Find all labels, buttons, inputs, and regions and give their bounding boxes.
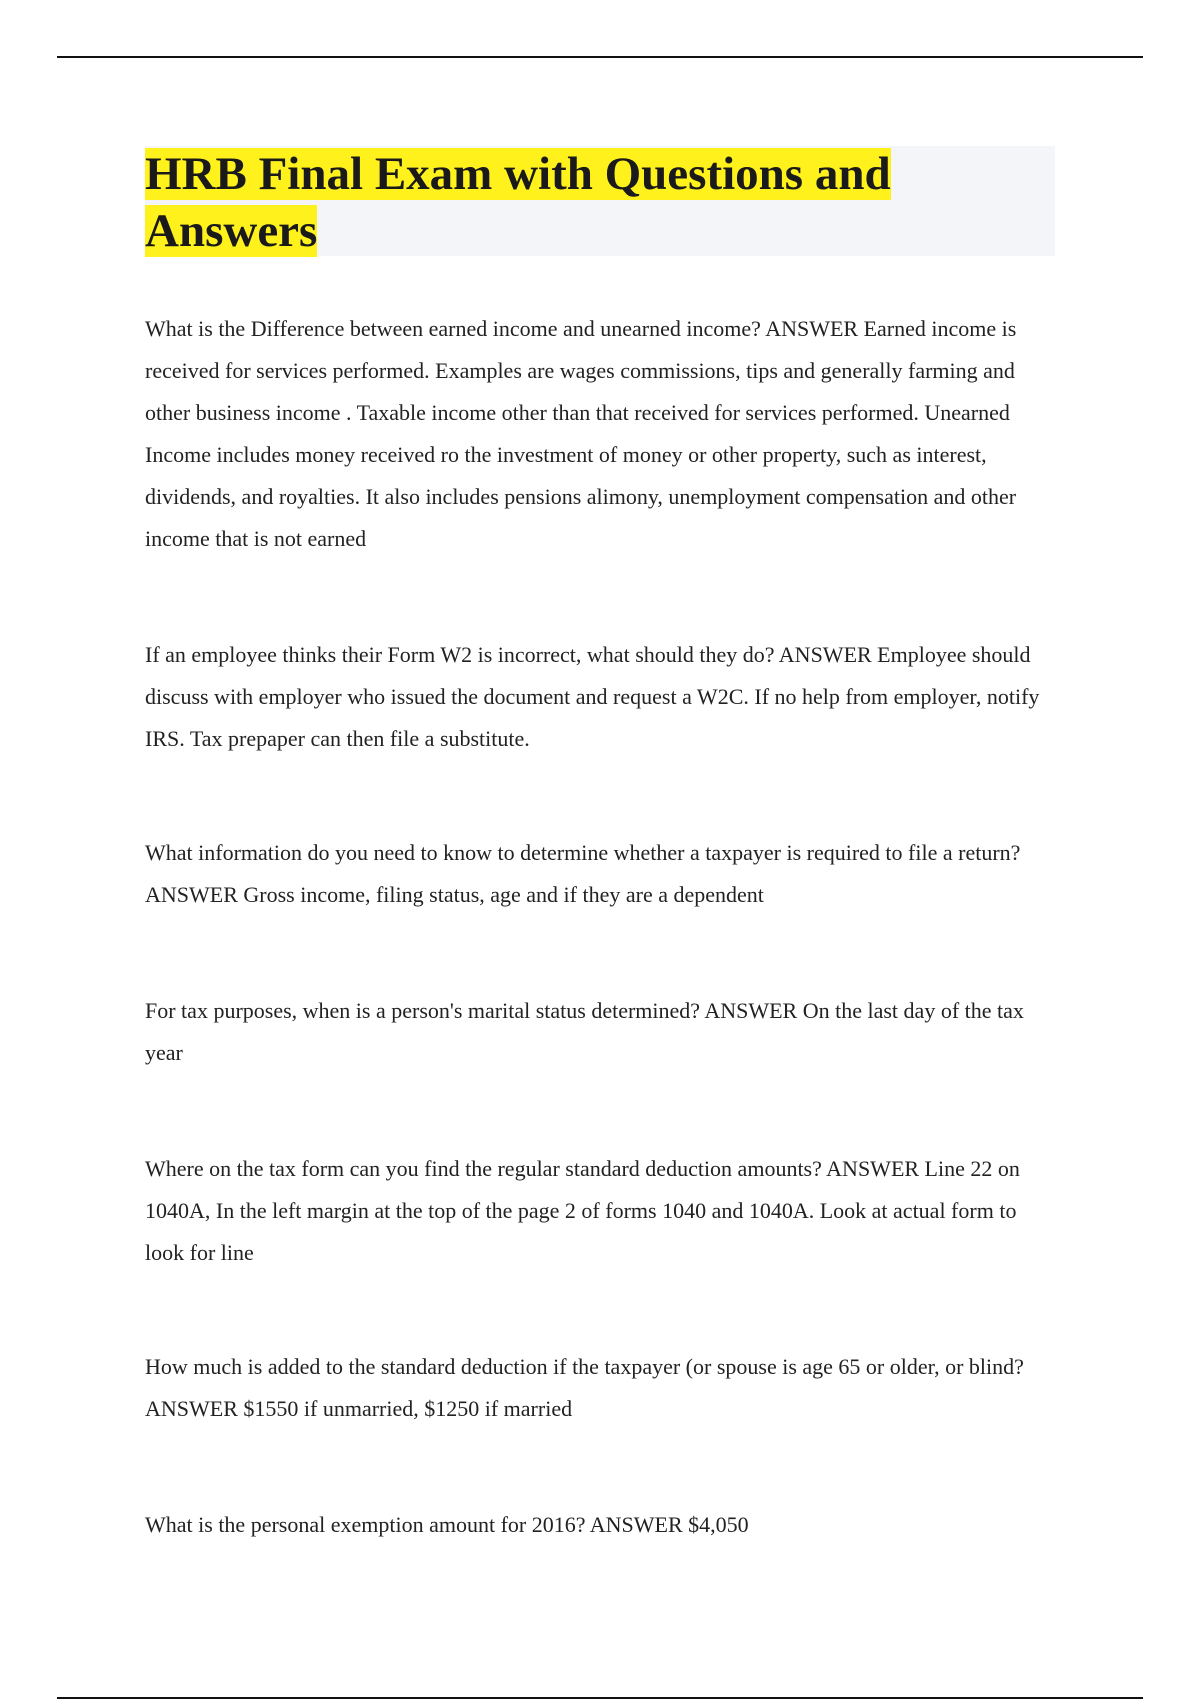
top-rule: [57, 56, 1143, 58]
qa-entry-1: What is the Difference between earned income and unearned income? ANSWER Earned income is received for services performed. Examples are wages commissions, tips and generally farming and other business income . Taxable income other than that received for services performed. Unearned Income includes money received ro the investment of money or other property, such as interest, dividends, and royalties. It also includes pensions alimony, unemployment compensation and other income that is not earned: [145, 316, 1017, 551]
qa-entry-3: What information do you need to know to determine whether a taxpayer is required to file a return? ANSWER Gross income, filing status, age and if they are a dependent: [145, 840, 1021, 907]
title-highlight: HRB Final Exam with Questions and Answers: [145, 148, 891, 257]
qa-entry-4: For tax purposes, when is a person's marital status determined? ANSWER On the last day of the tax year: [145, 998, 1024, 1065]
qa-entry-2: If an employee thinks their Form W2 is incorrect, what should they do? ANSWER Employee should discuss with employer who issued the document and request a W2C. If no help from employer, notify IRS. Tax prepaper can then file a substitute.: [145, 642, 1040, 751]
title-block: [145, 146, 1055, 256]
qa-entry-6: How much is added to the standard deduction if the taxpayer (or spouse is age 65 or older, or blind? ANSWER $1550 if unmarried, $1250 if married: [145, 1354, 1024, 1421]
qa-entry-7: What is the personal exemption amount for 2016? ANSWER $4,050: [145, 1512, 749, 1537]
page-title: [145, 146, 1055, 260]
bottom-rule: [57, 1697, 1143, 1699]
qa-entry-5: Where on the tax form can you find the regular standard deduction amounts? ANSWER Line 22 on 1040A, In the left margin at the top of the page 2 of forms 1040 and 1040A. Look at actual form to look for line: [145, 1156, 1020, 1265]
